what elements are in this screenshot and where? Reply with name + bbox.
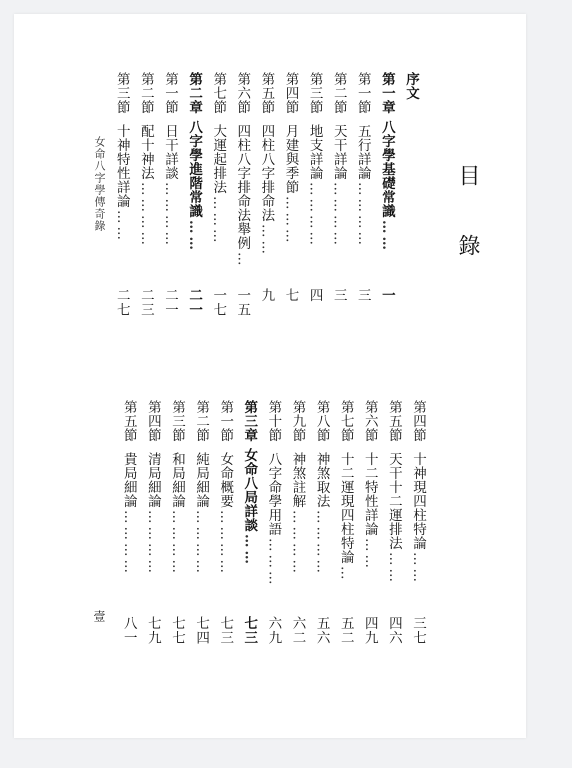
toc-entry-title: 八字命學用語 <box>265 452 282 536</box>
toc-entry-label <box>134 72 158 287</box>
toc-section-number: 第三節 <box>113 72 130 114</box>
toc-entry-title: 日干詳談 <box>162 124 178 180</box>
toc-entry-label <box>351 72 375 287</box>
toc-entry-title: 清局細論 <box>144 452 161 508</box>
toc-entry-label <box>406 400 430 615</box>
toc-entry-section <box>213 400 237 660</box>
toc-entry-label <box>117 400 141 615</box>
toc-entry-section <box>158 72 182 332</box>
toc-entry-section <box>358 400 382 660</box>
toc-page-number: 二一 <box>186 288 203 317</box>
toc-entry-title: 神煞註解 <box>289 452 306 508</box>
toc-entry-chapter <box>237 400 261 660</box>
toc-entry-label <box>189 400 213 615</box>
toc-page-number: 七三 <box>217 616 234 645</box>
toc-entry-section <box>110 72 134 332</box>
toc-entry-section <box>230 72 254 332</box>
toc-title: 目錄 <box>455 164 480 304</box>
toc-page-number: 九 <box>258 288 275 303</box>
toc-dot-leader: …… <box>385 552 402 585</box>
toc-section-number: 第四節 <box>144 400 161 442</box>
toc-page-number: 四 <box>306 288 323 303</box>
toc-entry-label <box>158 72 182 287</box>
toc-section-number: 第三節 <box>169 400 185 442</box>
toc-entry-label <box>327 72 351 287</box>
toc-dot-leader: ……… <box>210 196 227 246</box>
toc-entry-label <box>303 72 327 287</box>
toc-entry-section <box>406 400 430 660</box>
toc-dot-leader: ………… <box>354 182 371 248</box>
toc-section-number: 第六節 <box>234 72 251 114</box>
toc-page-number: 八一 <box>120 616 137 645</box>
toc-entry-section <box>141 400 165 660</box>
toc-section-number: 第二節 <box>330 72 347 114</box>
toc-dot-leader: ………… <box>162 182 178 248</box>
toc-page-number: 四九 <box>361 616 378 645</box>
toc-section-number: 第五節 <box>385 400 402 442</box>
toc-entry-title: 月建與季節 <box>282 124 299 194</box>
toc-section-number: 第一節 <box>354 72 371 114</box>
toc-dot-leader: ……… <box>282 196 299 246</box>
toc-entry-label <box>375 72 399 287</box>
toc-entry-title: 十神特性詳論 <box>113 124 130 208</box>
toc-dot-leader: ………… <box>193 510 210 576</box>
toc-entry-title: 地支詳論 <box>306 124 323 180</box>
toc-entry-label <box>310 400 334 615</box>
toc-entry-label <box>279 72 303 287</box>
toc-section-number: 第八節 <box>313 400 330 442</box>
toc-section-number: 第一節 <box>162 72 178 114</box>
toc-page-number: 六二 <box>289 616 306 645</box>
toc-entry-label <box>254 72 278 287</box>
toc-entry-title: 四柱八字排命法舉例 <box>234 124 251 250</box>
toc-entry-title: 四柱八字排命法 <box>258 124 275 222</box>
toc-dot-leader: ………… <box>330 182 347 248</box>
toc-dot-leader: …… <box>113 210 130 243</box>
toc-page-number: 六九 <box>265 616 282 645</box>
toc-section-number: 第二節 <box>193 400 210 442</box>
toc-dot-leader: …… <box>258 224 275 257</box>
toc-dot-leader: ……… <box>265 538 282 588</box>
toc-dot-leader: ………… <box>169 510 185 576</box>
toc-page-number: 三 <box>330 288 347 303</box>
toc-entry-title: 十二運現四柱特論 <box>337 452 354 564</box>
toc-entry-title: 十神現四柱特論 <box>410 452 426 550</box>
toc-section-number: 第三章 <box>241 400 258 442</box>
toc-entry-chapter <box>375 72 399 332</box>
toc-section-number: 第九節 <box>289 400 306 442</box>
toc-entry-label <box>237 400 261 615</box>
toc-dot-leader: ………… <box>217 510 234 576</box>
toc-page-number: 一 <box>378 288 395 303</box>
toc-page-number: 七九 <box>144 616 161 645</box>
toc-section-number: 第二節 <box>137 72 154 114</box>
toc-dot-leader: …… <box>361 538 378 571</box>
toc-section-number: 第七節 <box>210 72 227 114</box>
toc-section-number: 第十節 <box>265 400 282 442</box>
toc-page-number: 五六 <box>313 616 330 645</box>
toc-entry-label <box>286 400 310 615</box>
toc-dot-leader: ………… <box>313 510 330 576</box>
toc-page-number: 二七 <box>113 288 130 317</box>
toc-entry-section <box>351 72 375 332</box>
toc-section-number: 第七節 <box>337 400 354 442</box>
page-number: 壹 <box>92 610 106 622</box>
toc-entry-label <box>230 72 254 287</box>
toc-page-number: 二一 <box>162 288 178 317</box>
toc-page-number: 二三 <box>137 288 154 317</box>
toc-dot-leader: … <box>234 252 251 269</box>
toc-dot-leader: … <box>337 566 354 583</box>
toc-entry-preface <box>399 72 423 332</box>
toc-entry-title: 配十神法 <box>137 124 154 180</box>
toc-dot-leader: ………… <box>306 182 323 248</box>
toc-entry-title: 女命八局詳談 <box>241 448 258 532</box>
toc-entry-title: 十二特性詳論 <box>361 452 378 536</box>
toc-entry-label <box>110 72 134 287</box>
toc-section-number: 第三節 <box>306 72 323 114</box>
toc-page-number: 五二 <box>337 616 354 645</box>
toc-entry-label <box>334 400 358 615</box>
toc-page-number: 四六 <box>385 616 402 645</box>
toc-entry-label <box>141 400 165 615</box>
toc-entry-title: 天干十二運排法 <box>385 452 402 550</box>
toc-entry-title: 神煞取法 <box>313 452 330 508</box>
toc-entry-title: 和局細論 <box>169 452 185 508</box>
toc-dot-leader: …… <box>378 220 395 253</box>
toc-entry-section <box>134 72 158 332</box>
toc-entry-title: 純局細論 <box>193 452 210 508</box>
toc-page-number: 七 <box>282 288 299 303</box>
toc-entry-title: 女命概要 <box>217 452 234 508</box>
toc-section-number: 第六節 <box>361 400 378 442</box>
toc-entry-section <box>254 72 278 332</box>
toc-section-number: 第四節 <box>282 72 299 114</box>
toc-section-number: 第五節 <box>120 400 137 442</box>
toc-entry-section <box>286 400 310 660</box>
toc-entry-section <box>261 400 285 660</box>
toc-page-number: 三七 <box>410 616 426 645</box>
running-title: 女命八字學傳奇錄 <box>93 136 106 232</box>
toc-entry-label <box>261 400 285 615</box>
toc-page-number: 一五 <box>234 288 251 317</box>
toc-entry-title: 八字學進階常識 <box>186 120 203 218</box>
toc-section-number: 第四節 <box>410 400 426 442</box>
toc-entry-section <box>310 400 334 660</box>
toc-entry-title: 大運起排法 <box>210 124 227 194</box>
toc-page-number: 一七 <box>210 288 227 317</box>
toc-entry-title: 天干詳論 <box>330 124 347 180</box>
toc-page-number: 三 <box>354 288 371 303</box>
toc-entry-section <box>279 72 303 332</box>
toc-entry-title: 八字學基礎常識 <box>378 120 395 218</box>
toc-entry-label <box>182 72 206 287</box>
toc-dot-leader: …… <box>186 220 203 253</box>
toc-entry-section <box>206 72 230 332</box>
toc-entry-label <box>399 72 423 287</box>
toc-entry-title: 貴局細論 <box>120 452 137 508</box>
toc-entry-label <box>206 72 230 287</box>
toc-entry-label <box>165 400 189 615</box>
toc-entry-section <box>382 400 406 660</box>
toc-page-number: 七七 <box>169 616 185 645</box>
toc-entry-section <box>189 400 213 660</box>
toc-entry-label <box>382 400 406 615</box>
toc-page-number: 七四 <box>193 616 210 645</box>
toc-entry-section <box>327 72 351 332</box>
toc-section-number: 第二章 <box>186 72 203 114</box>
toc-entry-section <box>303 72 327 332</box>
toc-entry-chapter <box>182 72 206 332</box>
toc-page-number: 七三 <box>241 616 258 645</box>
toc-entry-label <box>358 400 382 615</box>
toc-section-number: 第一節 <box>217 400 234 442</box>
toc-section-number: 第一章 <box>378 72 395 114</box>
toc-entry-section <box>165 400 189 660</box>
toc-dot-leader: …… <box>241 534 258 567</box>
toc-entry-section <box>117 400 141 660</box>
toc-entry-section <box>334 400 358 660</box>
toc-dot-leader: …… <box>410 552 426 585</box>
toc-dot-leader: ………… <box>120 510 137 576</box>
book-page <box>14 14 526 738</box>
toc-section-number: 序文 <box>403 72 419 100</box>
toc-dot-leader: ………… <box>289 510 306 576</box>
toc-dot-leader: ………… <box>144 510 161 576</box>
toc-dot-leader: ………… <box>137 182 154 248</box>
toc-entry-label <box>213 400 237 615</box>
toc-section-number: 第五節 <box>258 72 275 114</box>
toc-entry-title: 五行詳論 <box>354 124 371 180</box>
